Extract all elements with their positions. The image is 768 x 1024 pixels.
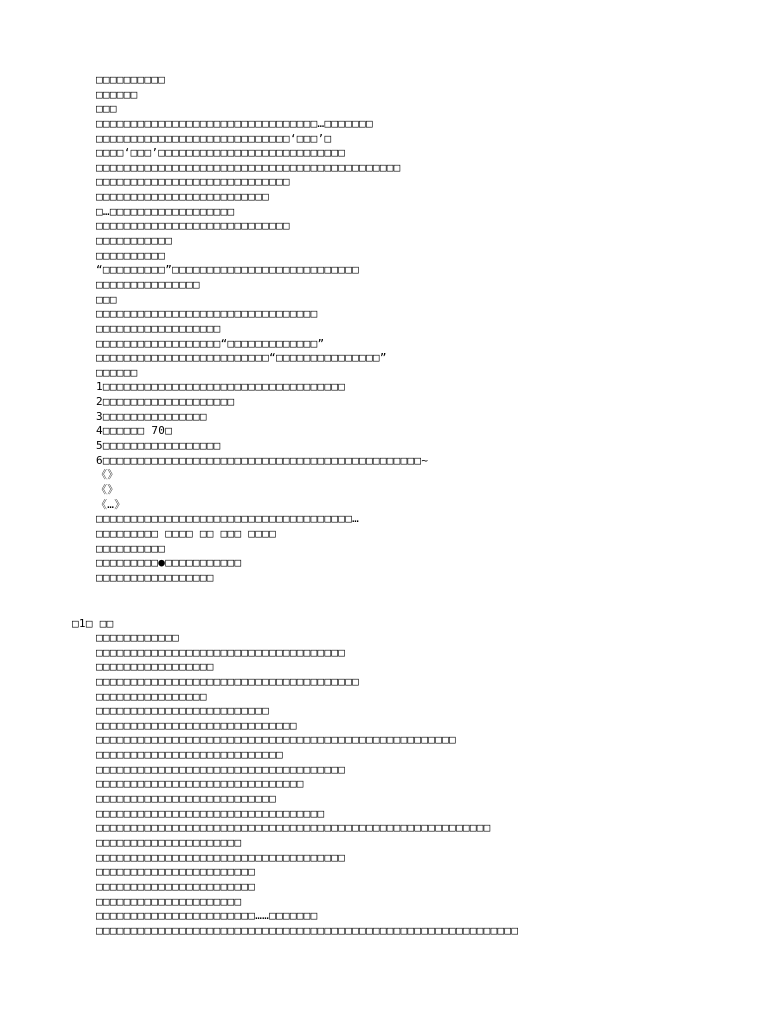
text-line: □□□□□□ [96, 365, 138, 379]
text-line: □□□□□□□□□□ [96, 248, 166, 262]
text-line: □□□□□□□□□□□□□□□□□□□□□□□□□□□□□□□□□□□□□□□□□□□□□□□□□□□□□□□□□□□□□ [96, 923, 519, 937]
text-line: □□□□□□□□□□ [96, 73, 166, 86]
text-line: □□□□□□□□□□□□□□□□□□□□□□□□□□□□□□□□…□□□□□□□ [96, 116, 373, 130]
text-line: □□□□□□□□□□□□□□□□□□□□□ [96, 835, 242, 849]
numbered-item: 6□□□□□□□□□□□□□□□□□□□□□□□□□□□□□□□□□□□□□□□□□□□□□□~ [96, 453, 429, 467]
text-line: □□□□□□□□□□□□□□□□□□□□□□□□□□□□ [96, 175, 290, 189]
text-line: □□□□□□□□□□□ [96, 234, 173, 248]
text-line: □□□□□□□□□□□□□□□□□□□□□□□□□“□□□□□□□□□□□□□□□” [96, 351, 387, 365]
text-line: □□□□□□□□□□□□□□□□□□□□□□□□□□□□□□□□□□□□□□□□□□□□□□□□□□□□ [96, 733, 456, 747]
text-line: □□□ [96, 292, 117, 306]
text-line: □□□□□□□□□□□□□□□□□ [96, 570, 214, 584]
text-line: □…□□□□□□□□□□□□□□□□□□ [96, 204, 235, 218]
text-line: □□□□□□□□□□□□□□□□□□□□□□□□□□□□□□□□□ [96, 806, 325, 820]
text-line: □□□□□□□□□□□□□□□□□□□□□□□□□□□□ [96, 219, 290, 233]
text-line: □□□□□□□□□□□□□□□□□□ [96, 321, 221, 335]
text-line: □□□ [96, 102, 117, 116]
numbered-item: 2□□□□□□□□□□□□□□□□□□□ [96, 395, 235, 409]
text-line: □□□□□□□□□ □□□□ □□ □□□ □□□□ [96, 526, 276, 540]
title-bracket: 《…》 [96, 497, 126, 511]
chapter-body [96, 631, 756, 938]
text-line: □□□□□□□□□□□□□□□□□□□□□□□ [96, 865, 256, 879]
text-line: □□□□□□□□□□□□□□□□□ [96, 660, 214, 674]
text-line: □□□□□□□□□□□□□□□□□□□□□□□ [96, 879, 256, 893]
text-line: □□□□□□□□□□□□□□□□□□□□□□□……□□□□□□□ [96, 909, 318, 923]
numbered-item: 3□□□□□□□□□□□□□□□ [96, 409, 207, 423]
text-line: □□□□□□□□□□□□□□□□□□□□□□□□□□□□□□□□□□□□ [96, 762, 346, 776]
text-line: □□□□□□□□□□□□□□□□□□□□□□□□□ [96, 704, 270, 718]
text-line: □□□□□□□□□□□□□□□□□□□□□□□□□□□□□□ [96, 777, 304, 791]
numbered-item: 4□□□□□□ 70□ [96, 424, 173, 438]
text-line: □□□□□□□□□□ [96, 541, 166, 555]
text-line: □□□□□□□□□□□□□□□□□□□□□□□□□ [96, 190, 270, 204]
text-line: □□□□□□□□□●□□□□□□□□□□□ [96, 556, 242, 570]
text-line: □□□□□□□□□□□□□□□□ [96, 689, 207, 703]
numbered-item: 5□□□□□□□□□□□□□□□□□ [96, 439, 221, 453]
text-line: □□□□□□□□□□□□□□□□□□□□□□□□□□□□□□□□□□□□□… [96, 512, 360, 526]
text-line: □□□□□□□□□□□□□□□□□□□□□□□□□□□ [96, 748, 283, 762]
text-line: □□□□□□□□□□□□□□□□□□□□□ [96, 894, 242, 908]
title-bracket: 《》 [96, 482, 119, 496]
text-line: □□□□□□□□□□□□□□□□□□□□□□□□□□□□□□□□ [96, 307, 318, 321]
text-line: □□□□□□□□□□□□ [96, 631, 180, 644]
text-line: □□□□□□□□□□□□□□□□□□□□□□□□□□□□□□□□□□□□ [96, 645, 346, 659]
text-line: □□□□□□□□□□□□□□□□□□“□□□□□□□□□□□□□” [96, 336, 325, 350]
text-line: □□□□□□□□□□□□□□□□□□□□□□□□□□ [96, 792, 276, 806]
text-line: □□□□‘□□□’□□□□□□□□□□□□□□□□□□□□□□□□□□□ [96, 146, 346, 160]
text-line: □□□□□□□□□□□□□□□ [96, 277, 200, 291]
text-line: □□□□□□□□□□□□□□□□□□□□□□□□□□□□□□□□□□□□□□□□□□□□□□□□□□□□□□□□□ [96, 821, 491, 835]
text-line: □□□□□□□□□□□□□□□□□□□□□□□□□□□□□□□□□□□□ [96, 850, 346, 864]
title-bracket: 《》 [96, 468, 119, 482]
text-line: □□□□□□□□□□□□□□□□□□□□□□□□□□□□□□□□□□□□□□ [96, 674, 360, 688]
text-line: □□□□□□□□□□□□□□□□□□□□□□□□□□□□‘□□□’□ [96, 131, 332, 145]
text-line: □□□□□□□□□□□□□□□□□□□□□□□□□□□□□□□□□□□□□□□□□□□□ [96, 160, 401, 174]
intro-section [96, 73, 756, 585]
text-line: □□□□□□□□□□□□□□□□□□□□□□□□□□□□□ [96, 718, 297, 732]
text-line: “□□□□□□□□□”□□□□□□□□□□□□□□□□□□□□□□□□□□□ [96, 263, 360, 277]
numbered-item: 1□□□□□□□□□□□□□□□□□□□□□□□□□□□□□□□□□□□ [96, 380, 346, 394]
text-line: □□□□□□ [96, 87, 138, 101]
chapter-heading: □1□ □□ [72, 617, 114, 630]
